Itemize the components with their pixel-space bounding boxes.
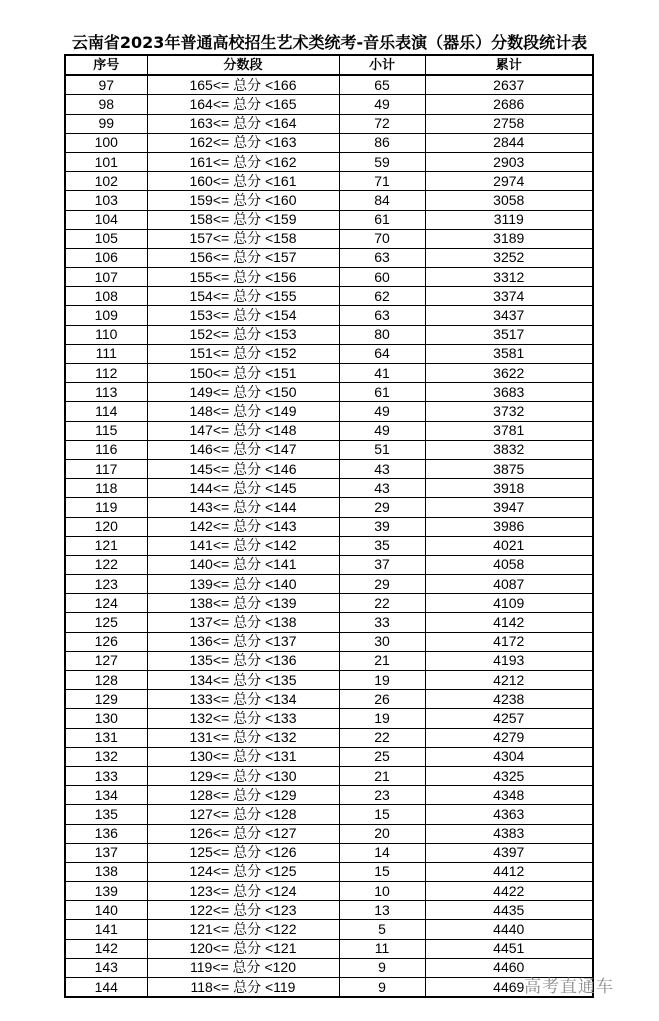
cell-index: 99 — [65, 114, 147, 133]
table-row — [65, 133, 593, 152]
cell-score-range: 161<= 总分 <162 — [147, 152, 339, 171]
page-title: 云南省2023年普通高校招生艺术类统考-音乐表演（器乐）分数段统计表 — [71, 33, 588, 52]
cell-index: 101 — [65, 152, 147, 171]
cell-cumulative: 4422 — [425, 882, 593, 901]
cell-score-range: 143<= 总分 <144 — [147, 498, 339, 517]
cell-subtotal: 49 — [339, 95, 425, 114]
cell-score-range: 133<= 总分 <134 — [147, 690, 339, 709]
cell-score-range: 157<= 总分 <158 — [147, 229, 339, 248]
cell-subtotal: 14 — [339, 843, 425, 862]
cell-score-range: 138<= 总分 <139 — [147, 594, 339, 613]
cell-score-range: 160<= 总分 <161 — [147, 172, 339, 191]
table-row — [65, 459, 593, 478]
cell-cumulative: 2974 — [425, 172, 593, 191]
cell-score-range: 126<= 总分 <127 — [147, 824, 339, 843]
cell-cumulative: 4397 — [425, 843, 593, 862]
cell-cumulative: 2844 — [425, 133, 593, 152]
cell-index: 104 — [65, 210, 147, 229]
cell-score-range: 163<= 总分 <164 — [147, 114, 339, 133]
cell-index: 128 — [65, 671, 147, 690]
watermark-text: 高考直通车 — [524, 977, 614, 997]
cell-subtotal: 23 — [339, 786, 425, 805]
cell-index: 127 — [65, 651, 147, 670]
column-header-score-range: 分数段 — [147, 55, 339, 75]
cell-cumulative: 4238 — [425, 690, 593, 709]
cell-cumulative: 4193 — [425, 651, 593, 670]
cell-cumulative: 3374 — [425, 287, 593, 306]
cell-index: 132 — [65, 747, 147, 766]
table-row — [65, 325, 593, 344]
cell-subtotal: 26 — [339, 690, 425, 709]
cell-score-range: 118<= 总分 <119 — [147, 978, 339, 998]
cell-subtotal: 65 — [339, 75, 425, 95]
cell-index: 108 — [65, 287, 147, 306]
cell-cumulative: 4451 — [425, 939, 593, 958]
cell-index: 126 — [65, 632, 147, 651]
cell-score-range: 142<= 总分 <143 — [147, 517, 339, 536]
table-row — [65, 229, 593, 248]
cell-cumulative: 3918 — [425, 479, 593, 498]
cell-cumulative: 4469 — [425, 978, 593, 998]
cell-cumulative: 3581 — [425, 344, 593, 363]
table-row — [65, 901, 593, 920]
cell-score-range: 139<= 总分 <140 — [147, 575, 339, 594]
table-row — [65, 709, 593, 728]
cell-cumulative: 4172 — [425, 632, 593, 651]
cell-cumulative: 4412 — [425, 862, 593, 881]
cell-subtotal: 21 — [339, 766, 425, 785]
table-row — [65, 958, 593, 977]
cell-index: 97 — [65, 75, 147, 95]
cell-cumulative: 3781 — [425, 421, 593, 440]
table-row — [65, 824, 593, 843]
cell-cumulative: 3119 — [425, 210, 593, 229]
cell-index: 113 — [65, 383, 147, 402]
cell-score-range: 147<= 总分 <148 — [147, 421, 339, 440]
cell-cumulative: 4257 — [425, 709, 593, 728]
cell-subtotal: 60 — [339, 268, 425, 287]
cell-score-range: 131<= 总分 <132 — [147, 728, 339, 747]
cell-index: 111 — [65, 344, 147, 363]
cell-subtotal: 29 — [339, 498, 425, 517]
cell-index: 112 — [65, 364, 147, 383]
cell-subtotal: 15 — [339, 805, 425, 824]
cell-score-range: 121<= 总分 <122 — [147, 920, 339, 939]
cell-subtotal: 20 — [339, 824, 425, 843]
table-row — [65, 498, 593, 517]
cell-index: 103 — [65, 191, 147, 210]
cell-cumulative: 4435 — [425, 901, 593, 920]
cell-score-range: 164<= 总分 <165 — [147, 95, 339, 114]
table-row — [65, 766, 593, 785]
cell-score-range: 136<= 总分 <137 — [147, 632, 339, 651]
cell-score-range: 144<= 总分 <145 — [147, 479, 339, 498]
cell-subtotal: 9 — [339, 958, 425, 977]
cell-cumulative: 4058 — [425, 555, 593, 574]
table-row — [65, 882, 593, 901]
table-row — [65, 613, 593, 632]
cell-index: 143 — [65, 958, 147, 977]
cell-cumulative: 3986 — [425, 517, 593, 536]
cell-score-range: 158<= 总分 <159 — [147, 210, 339, 229]
cell-cumulative: 4212 — [425, 671, 593, 690]
table-row — [65, 440, 593, 459]
table-row — [65, 728, 593, 747]
cell-score-range: 135<= 总分 <136 — [147, 651, 339, 670]
cell-subtotal: 22 — [339, 728, 425, 747]
cell-score-range: 140<= 总分 <141 — [147, 555, 339, 574]
cell-index: 117 — [65, 459, 147, 478]
cell-score-range: 153<= 总分 <154 — [147, 306, 339, 325]
table-row — [65, 939, 593, 958]
cell-cumulative: 4087 — [425, 575, 593, 594]
cell-subtotal: 22 — [339, 594, 425, 613]
cell-subtotal: 29 — [339, 575, 425, 594]
cell-subtotal: 80 — [339, 325, 425, 344]
table-row — [65, 75, 593, 95]
cell-subtotal: 30 — [339, 632, 425, 651]
cell-score-range: 149<= 总分 <150 — [147, 383, 339, 402]
cell-index: 110 — [65, 325, 147, 344]
table-row — [65, 287, 593, 306]
cell-score-range: 123<= 总分 <124 — [147, 882, 339, 901]
cell-index: 136 — [65, 824, 147, 843]
table-row — [65, 805, 593, 824]
cell-index: 118 — [65, 479, 147, 498]
cell-index: 115 — [65, 421, 147, 440]
cell-index: 120 — [65, 517, 147, 536]
cell-subtotal: 72 — [339, 114, 425, 133]
cell-score-range: 150<= 总分 <151 — [147, 364, 339, 383]
cell-subtotal: 41 — [339, 364, 425, 383]
cell-cumulative: 4440 — [425, 920, 593, 939]
cell-score-range: 122<= 总分 <123 — [147, 901, 339, 920]
cell-subtotal: 49 — [339, 421, 425, 440]
cell-index: 107 — [65, 268, 147, 287]
cell-score-range: 159<= 总分 <160 — [147, 191, 339, 210]
cell-cumulative: 4325 — [425, 766, 593, 785]
cell-index: 124 — [65, 594, 147, 613]
table-row — [65, 306, 593, 325]
cell-index: 102 — [65, 172, 147, 191]
cell-cumulative: 2903 — [425, 152, 593, 171]
cell-index: 137 — [65, 843, 147, 862]
table-row — [65, 671, 593, 690]
cell-index: 135 — [65, 805, 147, 824]
cell-score-range: 156<= 总分 <157 — [147, 248, 339, 267]
cell-cumulative: 4383 — [425, 824, 593, 843]
cell-index: 114 — [65, 402, 147, 421]
cell-subtotal: 59 — [339, 152, 425, 171]
table-row — [65, 402, 593, 421]
cell-subtotal: 35 — [339, 536, 425, 555]
cell-subtotal: 62 — [339, 287, 425, 306]
cell-score-range: 162<= 总分 <163 — [147, 133, 339, 152]
table-row — [65, 421, 593, 440]
cell-index: 140 — [65, 901, 147, 920]
cell-index: 131 — [65, 728, 147, 747]
cell-score-range: 130<= 总分 <131 — [147, 747, 339, 766]
cell-subtotal: 25 — [339, 747, 425, 766]
cell-subtotal: 5 — [339, 920, 425, 939]
cell-score-range: 127<= 总分 <128 — [147, 805, 339, 824]
table-row — [65, 978, 593, 998]
cell-cumulative: 2758 — [425, 114, 593, 133]
cell-cumulative: 3517 — [425, 325, 593, 344]
cell-score-range: 141<= 总分 <142 — [147, 536, 339, 555]
cell-cumulative: 3875 — [425, 459, 593, 478]
table-row — [65, 786, 593, 805]
cell-subtotal: 61 — [339, 210, 425, 229]
table-row — [65, 344, 593, 363]
cell-subtotal: 33 — [339, 613, 425, 632]
table-row — [65, 248, 593, 267]
table-row — [65, 95, 593, 114]
cell-index: 106 — [65, 248, 147, 267]
cell-subtotal: 13 — [339, 901, 425, 920]
cell-subtotal: 39 — [339, 517, 425, 536]
table-row — [65, 479, 593, 498]
cell-subtotal: 86 — [339, 133, 425, 152]
table-row — [65, 536, 593, 555]
cell-score-range: 132<= 总分 <133 — [147, 709, 339, 728]
cell-score-range: 146<= 总分 <147 — [147, 440, 339, 459]
cell-index: 142 — [65, 939, 147, 958]
cell-score-range: 120<= 总分 <121 — [147, 939, 339, 958]
cell-cumulative: 2686 — [425, 95, 593, 114]
table-row — [65, 172, 593, 191]
cell-score-range: 125<= 总分 <126 — [147, 843, 339, 862]
cell-index: 98 — [65, 95, 147, 114]
table-row — [65, 747, 593, 766]
cell-cumulative: 4304 — [425, 747, 593, 766]
table-row — [65, 364, 593, 383]
cell-score-range: 128<= 总分 <129 — [147, 786, 339, 805]
cell-cumulative: 4109 — [425, 594, 593, 613]
column-header-cumulative: 累计 — [425, 55, 593, 75]
cell-index: 139 — [65, 882, 147, 901]
score-distribution-table — [64, 54, 594, 998]
cell-index: 129 — [65, 690, 147, 709]
cell-subtotal: 64 — [339, 344, 425, 363]
cell-index: 144 — [65, 978, 147, 998]
table-row — [65, 152, 593, 171]
cell-index: 123 — [65, 575, 147, 594]
cell-score-range: 151<= 总分 <152 — [147, 344, 339, 363]
table-row — [65, 191, 593, 210]
table-header-row — [65, 55, 593, 75]
table-row — [65, 383, 593, 402]
cell-cumulative: 4142 — [425, 613, 593, 632]
cell-cumulative: 4460 — [425, 958, 593, 977]
cell-index: 105 — [65, 229, 147, 248]
cell-cumulative: 3312 — [425, 268, 593, 287]
table-row — [65, 517, 593, 536]
cell-subtotal: 37 — [339, 555, 425, 574]
cell-index: 134 — [65, 786, 147, 805]
cell-index: 122 — [65, 555, 147, 574]
cell-index: 116 — [65, 440, 147, 459]
table-row — [65, 555, 593, 574]
cell-index: 109 — [65, 306, 147, 325]
cell-score-range: 155<= 总分 <156 — [147, 268, 339, 287]
cell-subtotal: 43 — [339, 479, 425, 498]
cell-score-range: 152<= 总分 <153 — [147, 325, 339, 344]
cell-index: 100 — [65, 133, 147, 152]
cell-cumulative: 3252 — [425, 248, 593, 267]
cell-subtotal: 63 — [339, 306, 425, 325]
column-header-subtotal: 小计 — [339, 55, 425, 75]
cell-score-range: 124<= 总分 <125 — [147, 862, 339, 881]
table-row — [65, 690, 593, 709]
cell-cumulative: 3732 — [425, 402, 593, 421]
cell-subtotal: 15 — [339, 862, 425, 881]
cell-score-range: 134<= 总分 <135 — [147, 671, 339, 690]
cell-subtotal: 84 — [339, 191, 425, 210]
cell-cumulative: 4021 — [425, 536, 593, 555]
cell-subtotal: 19 — [339, 709, 425, 728]
cell-subtotal: 43 — [339, 459, 425, 478]
table-row — [65, 114, 593, 133]
table-row — [65, 651, 593, 670]
cell-index: 121 — [65, 536, 147, 555]
cell-index: 141 — [65, 920, 147, 939]
table-row — [65, 575, 593, 594]
table-body — [65, 75, 593, 997]
cell-cumulative: 3437 — [425, 306, 593, 325]
cell-cumulative: 3622 — [425, 364, 593, 383]
cell-cumulative: 3832 — [425, 440, 593, 459]
cell-subtotal: 10 — [339, 882, 425, 901]
cell-index: 125 — [65, 613, 147, 632]
cell-cumulative: 3947 — [425, 498, 593, 517]
cell-index: 130 — [65, 709, 147, 728]
cell-score-range: 148<= 总分 <149 — [147, 402, 339, 421]
table-row — [65, 594, 593, 613]
table-row — [65, 843, 593, 862]
cell-subtotal: 11 — [339, 939, 425, 958]
cell-score-range: 165<= 总分 <166 — [147, 75, 339, 95]
cell-subtotal: 51 — [339, 440, 425, 459]
cell-cumulative: 4363 — [425, 805, 593, 824]
cell-cumulative: 3189 — [425, 229, 593, 248]
cell-subtotal: 49 — [339, 402, 425, 421]
table-row — [65, 210, 593, 229]
table-row — [65, 632, 593, 651]
cell-score-range: 137<= 总分 <138 — [147, 613, 339, 632]
cell-score-range: 145<= 总分 <146 — [147, 459, 339, 478]
cell-cumulative: 2637 — [425, 75, 593, 95]
table-row — [65, 920, 593, 939]
table-row — [65, 268, 593, 287]
cell-index: 138 — [65, 862, 147, 881]
cell-cumulative: 3058 — [425, 191, 593, 210]
cell-subtotal: 21 — [339, 651, 425, 670]
cell-cumulative: 3683 — [425, 383, 593, 402]
cell-score-range: 154<= 总分 <155 — [147, 287, 339, 306]
table-row — [65, 862, 593, 881]
cell-subtotal: 61 — [339, 383, 425, 402]
cell-index: 133 — [65, 766, 147, 785]
column-header-index: 序号 — [65, 55, 147, 75]
cell-subtotal: 70 — [339, 229, 425, 248]
cell-subtotal: 63 — [339, 248, 425, 267]
cell-score-range: 129<= 总分 <130 — [147, 766, 339, 785]
cell-score-range: 119<= 总分 <120 — [147, 958, 339, 977]
cell-subtotal: 9 — [339, 978, 425, 998]
cell-index: 119 — [65, 498, 147, 517]
cell-subtotal: 71 — [339, 172, 425, 191]
cell-cumulative: 4348 — [425, 786, 593, 805]
cell-subtotal: 19 — [339, 671, 425, 690]
cell-cumulative: 4279 — [425, 728, 593, 747]
